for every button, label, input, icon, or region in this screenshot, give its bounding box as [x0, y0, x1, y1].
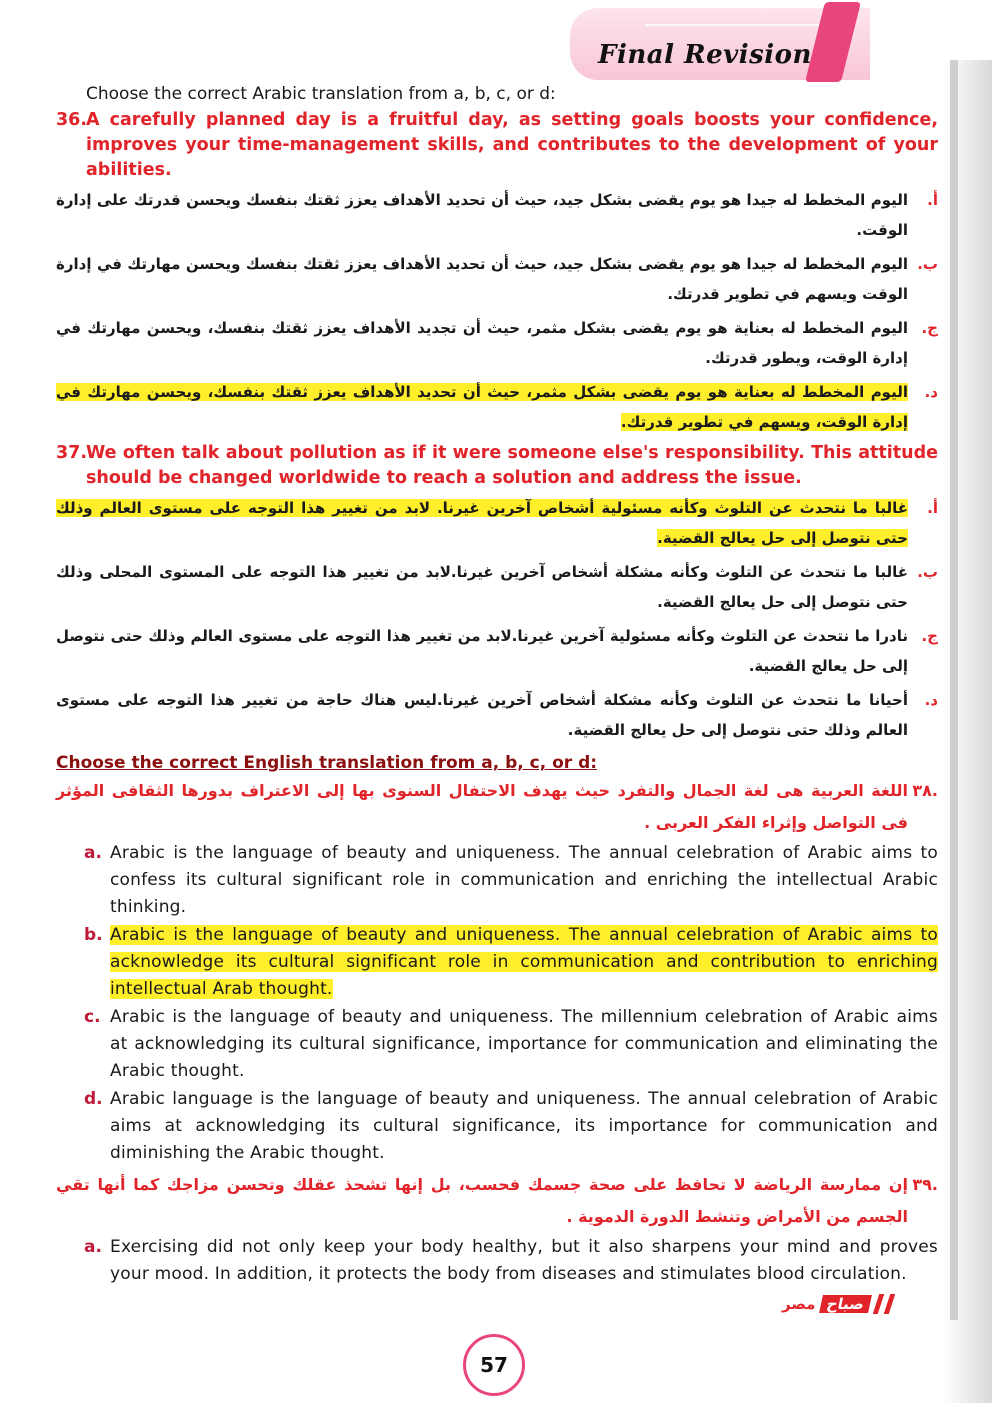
- header-decorative-line: [645, 24, 825, 26]
- option-letter: أ.: [927, 499, 938, 517]
- option-letter: أ.: [927, 191, 938, 209]
- section2-instruction: Choose the correct English translation from a, b, c, or d:: [56, 753, 598, 773]
- option-text: Exercising did not only keep your body healthy, but it also sharpens your mind and proves your mood. In addition, it protects the body from diseases and stimulates blood circulation.: [110, 1237, 938, 1284]
- option-37-a-correct: [56, 493, 938, 553]
- option-text: Arabic is the language of beauty and uniqueness. The millennium celebration of Arabic aims at acknowledging its cultural significance, importance for communication and eliminating the Arabic thought.: [110, 1007, 938, 1081]
- logo-word: مصر: [782, 1295, 816, 1313]
- option-text: Arabic is the language of beauty and uniqueness. The annual celebration of Arabic aims to confess its cultural significant role in communication and enriching the intellectual Arabic thinking.: [110, 843, 938, 917]
- option-38-a: [84, 840, 938, 921]
- option-36-d-correct: [56, 377, 938, 437]
- option-letter: d.: [84, 1089, 103, 1109]
- option-36-b: [56, 249, 938, 309]
- question-text: We often talk about pollution as if it were someone else's responsibility. This attitude should be changed worldwide to reach a solution and address the issue.: [86, 443, 938, 488]
- option-letter: ب.: [917, 255, 938, 273]
- logo-slash-icon: [873, 1294, 884, 1314]
- page-title: Final Revision: [598, 40, 812, 70]
- question-text: إن ممارسة الرياضة لا تحافظ على صحة جسمك فحسب، بل إنها تشحذ عقلك وتحسن مزاجك كما أنها تقي الجسم من الأمراض وتنشط الدورة الدموية .: [56, 1175, 908, 1226]
- option-text: غالبا ما نتحدث عن التلوث وكأنه مشكلة أشخاص آخرين غيرنا.لابد من تغيير هذا التوجه على المستوى المحلى وذلك حتى نتوصل إلى حل يعالج القضية.: [56, 563, 908, 611]
- highlighted-answer: Arabic is the language of beauty and uniqueness. The annual celebration of Arabic aims to acknowledge its cultural significant role in communication and contribution to enriching intellectual Arab thought.: [110, 925, 938, 999]
- option-text: اليوم المخطط له جيدا هو يوم يقضى بشكل جيد، حيث أن تحديد الأهداف يعزز ثقتك بنفسك ويحسن قدرتك على إدارة الوقت.: [56, 191, 908, 239]
- option-letter: د.: [924, 383, 938, 401]
- option-37-c: [56, 621, 938, 681]
- option-38-d: [84, 1086, 938, 1167]
- option-letter: a.: [84, 1237, 102, 1257]
- option-36-a: [56, 185, 938, 245]
- logo-word-box: صباح: [819, 1295, 872, 1313]
- question-number: 36.: [56, 110, 88, 130]
- question-36: [56, 108, 938, 183]
- question-38: [56, 775, 938, 839]
- option-39-a: [84, 1234, 938, 1288]
- page-number: 57: [463, 1334, 525, 1396]
- question-37: [56, 441, 938, 491]
- option-text: Arabic language is the language of beauty and uniqueness. The annual celebration of Arabic aims at acknowledging its cultural significance, its importance for communication and diminishing the Arabic thought.: [110, 1089, 938, 1163]
- logo-slash-icon: [884, 1294, 895, 1314]
- question-39: [56, 1169, 938, 1233]
- right-decorative-stripe: [950, 60, 958, 1320]
- option-letter: د.: [924, 691, 938, 709]
- highlighted-answer: غالبا ما نتحدث عن التلوث وكأنه مسئولية أشخاص آخرين غيرنا. لابد من تغيير هذا التوجه على مستوى العالم وذلك حتى نتوصل إلى حل يعالج القضية.: [56, 499, 908, 547]
- option-38-c: [84, 1004, 938, 1085]
- main-content: [56, 84, 938, 1288]
- question-number: .٣٨: [912, 781, 938, 800]
- option-letter: ج.: [921, 627, 938, 645]
- option-text: أحيانا ما نتحدث عن التلوث وكأنه مشكلة أشخاص آخرين غيرنا.ليس هناك حاجة من تغيير هذا التوجه على مستوى العالم وذلك حتى نتوصل إلى حل يعالج القضية.: [56, 691, 908, 739]
- option-letter: ج.: [921, 319, 938, 337]
- option-text: نادرا ما نتحدث عن التلوث وكأنه مسئولية آخرين غيرنا.لابد من تغيير هذا التوجه على مستوى العالم وذلك حتى نتوصل إلى حل يعالج القضية.: [56, 627, 908, 675]
- option-37-b: [56, 557, 938, 617]
- option-37-d: [56, 685, 938, 745]
- highlighted-answer: اليوم المخطط له بعناية هو يوم يقضى بشكل مثمر، حيث أن تحديد الأهداف يعزز ثقتك بنفسك، ويحسن مهارتك في إدارة الوقت، ويسهم في تطوير قدرتك.: [56, 383, 908, 431]
- question-number: .٣٩: [912, 1175, 938, 1194]
- option-text: اليوم المخطط له بعناية هو يوم يقضى بشكل مثمر، حيث أن تجديد الأهداف يعزز ثقتك بنفسك، ويحسن مهارتك في إدارة الوقت، ويطور قدرتك.: [56, 319, 908, 367]
- section1-instruction: Choose the correct Arabic translation from a, b, c, or d:: [86, 84, 556, 104]
- question-number: 37.: [56, 443, 88, 463]
- publisher-logo: [782, 1294, 892, 1314]
- option-letter: b.: [84, 925, 103, 945]
- option-letter: c.: [84, 1007, 101, 1027]
- question-text: A carefully planned day is a fruitful day, as setting goals boosts your confidence, improves your time-management skills, and contributes to the development of your abilities.: [86, 110, 938, 180]
- option-36-c: [56, 313, 938, 373]
- option-letter: a.: [84, 843, 102, 863]
- question-text: اللغة العربية هى لغة الجمال والتفرد حيث يهدف الاحتفال السنوى بها إلى الاعتراف بدورها الثقافى المؤثر فى التواصل وإثراء الفكر العربى .: [56, 781, 908, 832]
- option-letter: ب.: [917, 563, 938, 581]
- option-38-b-correct: [84, 922, 938, 1003]
- option-text: اليوم المخطط له جيدا هو يوم يقضى بشكل جيد، حيث أن تحديد الأهداف يعزز ثقتك بنفسك ويحسن مهارتك في إدارة الوقت ويسهم في تطوير قدرتك.: [56, 255, 908, 303]
